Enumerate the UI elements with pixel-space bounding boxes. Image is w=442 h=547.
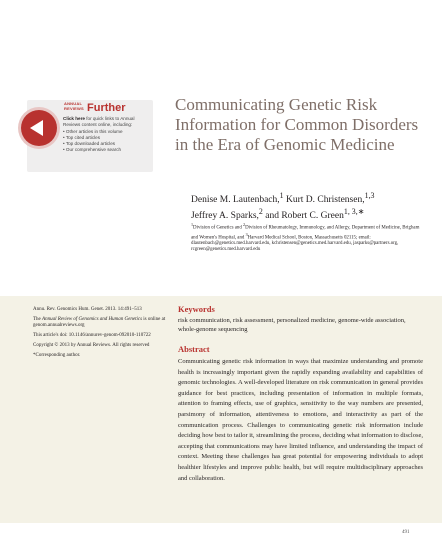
article-title: Communicating Genetic Risk Information for Common Disorders in the Era of Genomic Medicine: [175, 95, 419, 154]
further-label: Further: [87, 102, 126, 114]
abstract-text: Communicating genetic risk information in ways that maximize understanding and promote health is increasingly important given the rapidly expanding availability and capabilities of genomic technologies. A well-developed literature on risk communication in general provides guidance for best practices, including presentation of information in multiple formats, attention to framing effects, use of graphics, sensitivity to the way numbers are presented, parsimony of information, attentiveness to emotions, and interactivity as part of the communication process. Challenges to communicating genetic risk information include deciding how best to tailor it, streamlining the process, deciding what information to disclose, accepting that communications may have limited influence, and understanding the impact of context. Meeting these challenges has great potential for empowering individuals to adopt healthier lifestyles and improve public health, but will require multidisciplinary approaches and collaboration.: [178, 358, 423, 482]
keywords-heading: Keywords: [178, 304, 215, 314]
author-list: Denise M. Lautenbach,$^1$ Kurt D. Christensen,$^{1,3}$ Jeffrey A. Sparks,$^2$ and Robert C. Green$^{1, 3,∗}$: [191, 191, 375, 222]
copyright: Copyright © 2013 by Annual Reviews. All rights reserved: [33, 343, 150, 348]
click-here-link[interactable]: Click here: [63, 116, 85, 121]
page-number: 491: [402, 530, 410, 535]
online-note: The Annual Review of Genomics and Human Genetics is online at genom.annualreviews.org: [33, 317, 166, 328]
further-link-item[interactable]: • Top cited articles: [63, 135, 151, 141]
citation: Annu. Rev. Genomics Hum. Genet. 2013. 14:491–513: [33, 307, 142, 312]
affiliations: $^1$Division of Genetics and $^2$Division of Rheumatology, Immunology, and Allergy, Department of Medicine, Brigham and Women's Hospital, and $^3$Harvard Medical School, Boston, Massachusetts 02115; email: dlautenbach@genetics.med.harvard.edu, kchristensen@genetics.med.harvard.edu, jasparks@partners.org, rcgreen@genetics.med.harvard.edu: [191, 222, 420, 253]
further-box[interactable]: [27, 100, 153, 172]
further-links: [63, 129, 151, 153]
corresponding-note: *Corresponding author.: [33, 353, 81, 358]
abstract-heading: Abstract: [178, 344, 210, 354]
annual-reviews-logo: ANNUAL REVIEWS: [64, 101, 84, 111]
keywords-text: risk communication, risk assessment, personalized medicine, genome-wide association, whole-genome sequencing: [178, 317, 406, 333]
further-link-item[interactable]: • Top downloaded articles: [63, 141, 151, 147]
doi[interactable]: This article's doi: 10.1146/annurev-genom-092010-110722: [33, 333, 151, 338]
back-arrow-icon[interactable]: [21, 110, 57, 146]
article-info: [33, 307, 168, 363]
further-description: Click here for quick links to Annual Reviews content online, including: • Other articles in this volume • Top cited articles • Top downloaded articles • Our comprehensive search: [63, 116, 151, 153]
further-link-item[interactable]: • Our comprehensive search: [63, 147, 151, 153]
further-link-item[interactable]: • Other articles in this volume: [63, 129, 151, 135]
